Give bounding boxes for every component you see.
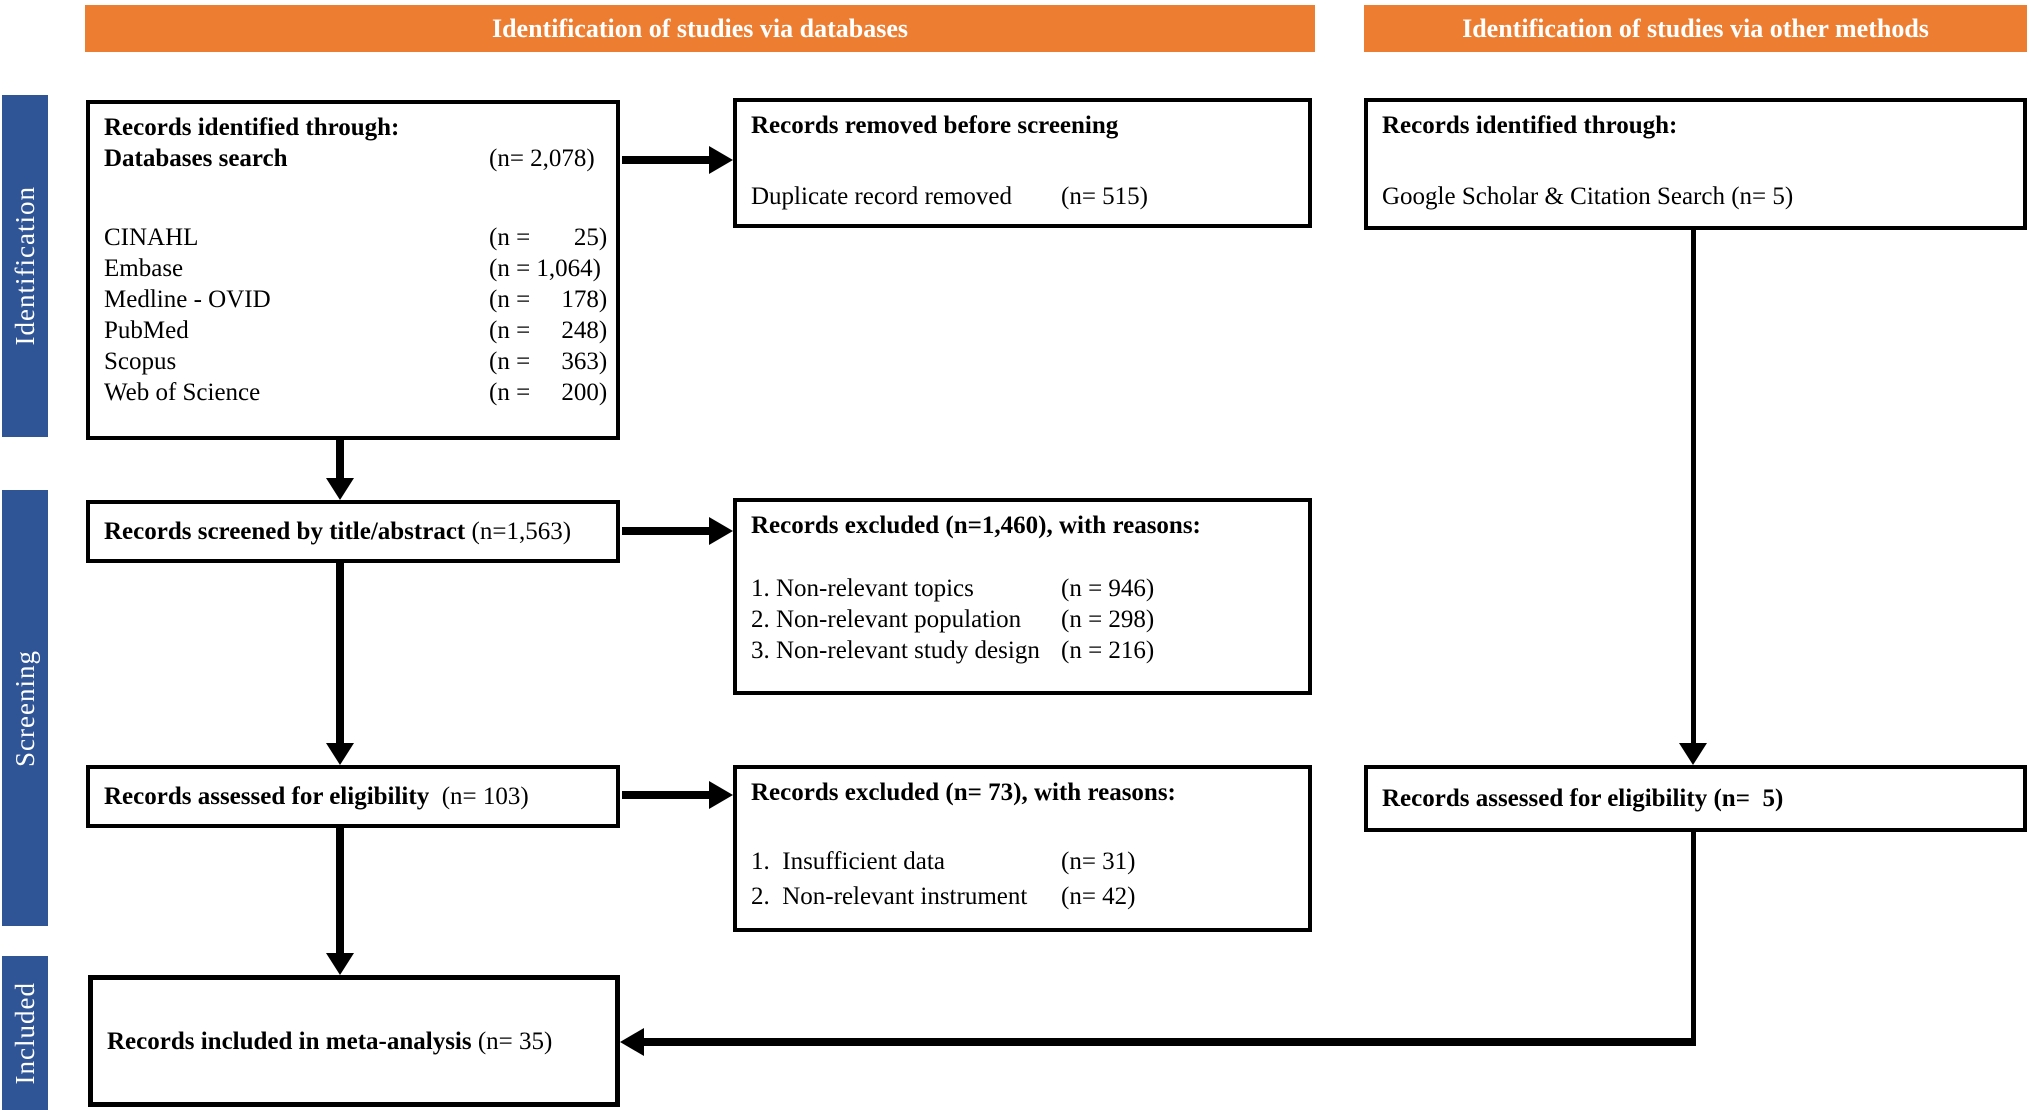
database-row xyxy=(104,377,608,408)
database-count: (n = 25) xyxy=(489,224,608,251)
arrow-head-right-icon xyxy=(709,146,733,174)
database-count: (n = 1,064) xyxy=(489,255,601,282)
eligibility-db-count: (n= 103) xyxy=(429,783,529,810)
included-label: Records included in meta-analysis xyxy=(107,1027,472,1055)
spacer xyxy=(751,141,1294,181)
exclusion-reason-row xyxy=(751,844,1294,879)
screened-count: (n=1,563) xyxy=(465,518,572,545)
arrow-head-down-icon xyxy=(326,478,354,500)
exclusion-reason: 1. Non-relevant topics xyxy=(751,575,974,602)
arrow-shaft xyxy=(622,527,709,535)
arrow-head-down-icon xyxy=(1679,743,1707,765)
arrow-shaft xyxy=(644,1038,1696,1046)
arrow-shaft xyxy=(1691,230,1696,743)
stage-label-included: Included xyxy=(9,981,40,1085)
stage-bar-screening xyxy=(2,490,48,926)
database-name: Embase xyxy=(104,255,184,282)
stage-bar-included xyxy=(2,956,48,1110)
eligibility-other-count: (n= 5) xyxy=(1707,785,1784,812)
arrow-shaft xyxy=(336,563,344,743)
arrow-head-down-icon xyxy=(326,953,354,975)
database-count: (n = 200) xyxy=(489,379,608,406)
exclusion-reason: 2. Non-relevant instrument xyxy=(751,883,1028,910)
arrow-elbow-vertical xyxy=(1691,832,1696,1042)
arrow-shaft xyxy=(622,156,709,164)
box-c-source-line: Google Scholar & Citation Search (n= 5) xyxy=(1382,183,1794,210)
spacer xyxy=(104,174,602,222)
box-records-identified-databases xyxy=(86,100,620,440)
database-name: Scopus xyxy=(104,348,177,375)
exclusion-reason-row xyxy=(751,635,1294,666)
removed-label: Duplicate record removed xyxy=(751,183,1012,210)
box-records-identified-other xyxy=(1364,98,2027,230)
removed-count: (n= 515) xyxy=(1061,183,1148,210)
box-records-included-meta-analysis xyxy=(88,975,620,1107)
box-records-excluded-screening xyxy=(733,498,1312,695)
arrow-head-right-icon xyxy=(709,517,733,545)
exclusion-reason: 2. Non-relevant population xyxy=(751,606,1022,633)
exclusion-count: (n= 42) xyxy=(1061,883,1136,910)
database-row xyxy=(104,315,608,346)
eligibility-db-label: Records assessed for eligibility xyxy=(104,783,430,810)
database-count: (n = 178) xyxy=(489,286,608,313)
database-name: CINAHL xyxy=(104,224,199,251)
exclusion-reason: 3. Non-relevant study design xyxy=(751,637,1040,664)
box-g-heading: Records excluded (n= 73), with reasons: xyxy=(751,779,1176,806)
database-row xyxy=(104,346,608,377)
stage-label-identification: Identification xyxy=(9,186,40,346)
arrow-shaft xyxy=(622,791,709,799)
box-a-subheading-count: (n= 2,078) xyxy=(489,145,595,172)
exclusion-reason: 1. Insufficient data xyxy=(751,848,945,875)
box-a-heading: Records identified through: xyxy=(104,114,400,141)
database-name: Web of Science xyxy=(104,379,261,406)
removed-row xyxy=(751,181,1294,212)
header-databases-label: Identification of studies via databases xyxy=(491,13,909,43)
spacer xyxy=(751,541,1294,573)
exclusion-count: (n = 946) xyxy=(1061,575,1155,602)
eligibility-other-label: Records assessed for eligibility xyxy=(1382,785,1708,812)
box-records-assessed-eligibility-other xyxy=(1364,765,2027,832)
box-records-excluded-eligibility xyxy=(733,765,1312,932)
stage-bar-identification xyxy=(2,95,48,437)
exclusion-reason-row xyxy=(751,604,1294,635)
box-records-removed-before-screening xyxy=(733,98,1312,228)
exclusion-count: (n = 298) xyxy=(1061,606,1155,633)
screened-label: Records screened by title/abstract xyxy=(104,518,466,545)
box-records-assessed-eligibility-databases xyxy=(86,765,620,828)
exclusion-count: (n= 31) xyxy=(1061,848,1136,875)
database-name: PubMed xyxy=(104,317,189,344)
box-e-heading: Records excluded (n=1,460), with reasons: xyxy=(751,512,1201,539)
database-count: (n = 363) xyxy=(489,348,608,375)
database-row xyxy=(104,284,608,315)
arrow-shaft xyxy=(336,440,344,478)
exclusion-count: (n = 216) xyxy=(1061,637,1155,664)
spacer xyxy=(1382,141,2009,181)
exclusion-reason-row xyxy=(751,879,1294,914)
arrow-head-down-icon xyxy=(326,743,354,765)
database-row xyxy=(104,222,608,253)
stage-label-screening: Screening xyxy=(9,649,40,767)
database-row xyxy=(104,253,602,284)
arrow-head-left-icon xyxy=(620,1028,644,1056)
header-bar-other-methods xyxy=(1364,5,2027,52)
spacer xyxy=(751,808,1294,844)
included-count: (n= 35) xyxy=(471,1027,553,1055)
database-count: (n = 248) xyxy=(489,317,608,344)
arrow-head-right-icon xyxy=(709,781,733,809)
header-other-methods-label: Identification of studies via other methods xyxy=(1462,13,1929,43)
arrow-shaft xyxy=(336,828,344,953)
box-c-heading: Records identified through: xyxy=(1382,112,1678,139)
box-records-screened xyxy=(86,500,620,563)
database-name: Medline - OVID xyxy=(104,286,271,313)
box-a-subheading: Databases search xyxy=(104,145,288,172)
exclusion-reason-row xyxy=(751,573,1294,604)
header-bar-databases xyxy=(85,5,1315,52)
box-b-heading: Records removed before screening xyxy=(751,112,1119,139)
